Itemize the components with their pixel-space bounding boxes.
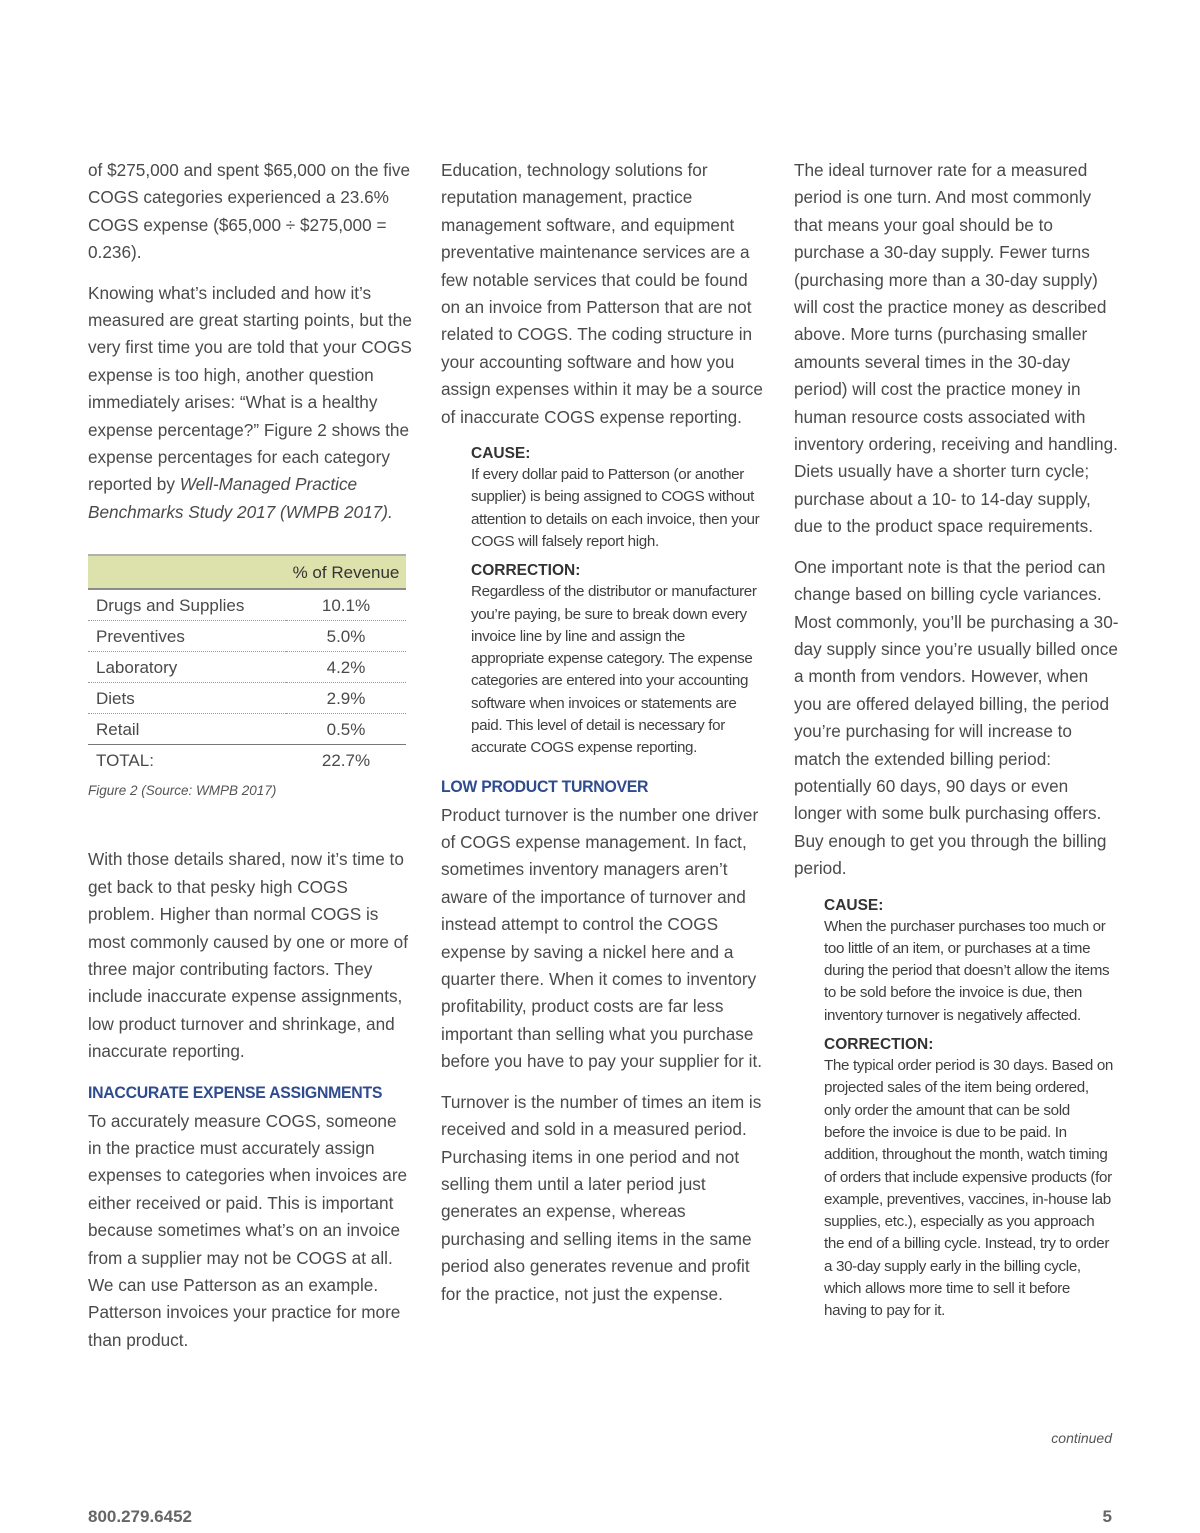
cause-text: When the purchaser purchases too much or too little of an item, or purchases at a time during the period that doesn’t allow the items to be sold before the invoice is due, then inventory turnover is negatively affected.	[824, 917, 1110, 1024]
total-value: 22.7%	[286, 745, 406, 776]
table-total-row	[88, 745, 406, 776]
row-label: Laboratory	[88, 652, 286, 683]
total-label: TOTAL:	[88, 745, 286, 776]
table-header-percent: % of Revenue	[286, 555, 406, 589]
cause-label: CAUSE:	[471, 445, 531, 463]
paragraph: of $275,000 and spent $65,000 on the five COGS categories experienced a 23.6% COGS expense ($65,000 ÷ $275,000 = 0.236).	[88, 160, 411, 263]
row-label: Preventives	[88, 621, 286, 652]
table-header-blank	[88, 555, 286, 589]
row-value: 5.0%	[286, 621, 406, 652]
paragraph: The ideal turnover rate for a measured period is one turn. And most commonly that means your goal should be to purchase a 30-day supply. Fewer turns (purchasing more than a 30-day supply) will cost the practice money as described above. More turns (purchasing smaller amounts several times in the 30-day period) will cost the practice money in human resource costs associated with inventory ordering, receiving and handling. Diets usually have a shorter turn cycle; purchase about a 10- to 14-day supply, due to the product space requirements.	[794, 160, 1118, 537]
paragraph: To accurately measure COGS, someone in the practice must accurately assign expenses to categories when invoices are either received or paid. This is important because sometimes what’s on an invoice from a supplier may not be COGS at all. We can use Patterson as an example. Patterson invoices your practice for more than product.	[88, 1110, 408, 1350]
paragraph: Product turnover is the number one driver of COGS expense management. In fact, sometimes inventory managers aren’t aware of the importance of turnover and instead attempt to control the COGS expense by saving a nickel here and a quarter there. When it comes to inventory profitability, product costs are far less important than selling what you purchase before you have to pay your supplier for it.	[441, 804, 763, 1072]
paragraph-text: Knowing what’s included and how it’s measured are great starting points, but the very first time you are told that your COGS expense is too high, another question immediately arises: “What is a healthy expense percentage?” Figure 2 shows the expense percentages for each category reported by	[88, 282, 412, 495]
cause-label: CAUSE:	[824, 896, 884, 914]
row-label: Diets	[88, 683, 286, 714]
table-row	[88, 714, 406, 745]
table-row	[88, 621, 406, 652]
column-1	[88, 157, 413, 1367]
page-number: 5	[1102, 1507, 1112, 1526]
paragraph: Education, technology solutions for reputation management, practice management software, and equipment preventative maintenance services are a few notable services that could be found on an invoice from Patterson that are not related to COGS. The coding structure in your accounting software and how you assign expenses within it may be a source of inaccurate COGS expense reporting.	[441, 160, 763, 427]
paragraph: One important note is that the period can change based on billing cycle variances. Most commonly, you’ll be purchasing a 30-day supply since you’re usually billed once a month from vendors. However, when you are offered delayed billing, the period you’re purchasing for will increase to match the extended billing period: potentially 60 days, 90 days or even longer with some bulk purchasing offers. Buy enough to get you through the billing period.	[794, 556, 1119, 879]
study-title: Well-Managed Practice Benchmarks Study 2017 (WMPB 2017).	[88, 474, 393, 522]
table-row	[88, 683, 406, 714]
figure-caption: Figure 2 (Source: WMPB 2017)	[88, 783, 277, 799]
table-row	[88, 589, 406, 621]
row-value: 10.1%	[286, 589, 406, 621]
row-value: 4.2%	[286, 652, 406, 683]
column-2	[441, 157, 766, 1321]
continued-note: continued	[1051, 1430, 1112, 1446]
cause-text: If every dollar paid to Patterson (or another supplier) is being assigned to COGS without attention to details on each invoice, then your COGS will falsely report high.	[471, 466, 760, 550]
row-label: Drugs and Supplies	[88, 589, 286, 621]
benchmark-table	[88, 554, 406, 775]
footer-phone: 800.279.6452	[88, 1507, 192, 1526]
cause-correction-box	[471, 444, 761, 760]
paragraph: With those details shared, now it’s time to get back to that pesky high COGS problem. Higher than normal COGS is most commonly caused by one or more of three major contributing factors. They include inaccurate expense assignments, low product turnover and shrinkage, and inaccurate reporting.	[88, 849, 409, 1062]
correction-label: CORRECTION:	[824, 1036, 934, 1054]
paragraph	[88, 280, 413, 527]
correction-text: Regardless of the distributor or manufacturer you’re paying, be sure to break down every invoice line by line and assign the appropriate expense category. The expense categories are entered into your accounting software when invoices or statements are paid. This level of detail is necessary for accurate COGS expense reporting.	[471, 583, 757, 757]
table-row	[88, 652, 406, 683]
cause-correction-box	[824, 896, 1114, 1323]
row-value: 2.9%	[286, 683, 406, 714]
paragraph: Turnover is the number of times an item is received and sold in a measured period. Purchasing items in one period and not selling them until a later period just generates an expense, whereas purchasing and selling items in the same period also generates revenue and profit for the practice, not just the expense.	[441, 1091, 762, 1304]
row-value: 0.5%	[286, 714, 406, 745]
correction-label: CORRECTION:	[471, 562, 581, 580]
column-3	[794, 157, 1119, 1337]
section-heading: INACCURATE EXPENSE ASSIGNMENTS	[88, 1083, 383, 1102]
section-heading: LOW PRODUCT TURNOVER	[441, 777, 649, 796]
row-label: Retail	[88, 714, 286, 745]
correction-text: The typical order period is 30 days. Based on projected sales of the item being ordered, only order the amount that can be sold before the invoice is due to be paid. In addition, throughout the month, watch timing of orders that include expensive products (for example, preventives, vaccines, in-house lab supplies, etc.), especially as you approach the end of a billing cycle. Instead, try to order a 30-day supply early in the billing cycle, which allows more time to sell it before having to pay for it.	[824, 1057, 1114, 1320]
